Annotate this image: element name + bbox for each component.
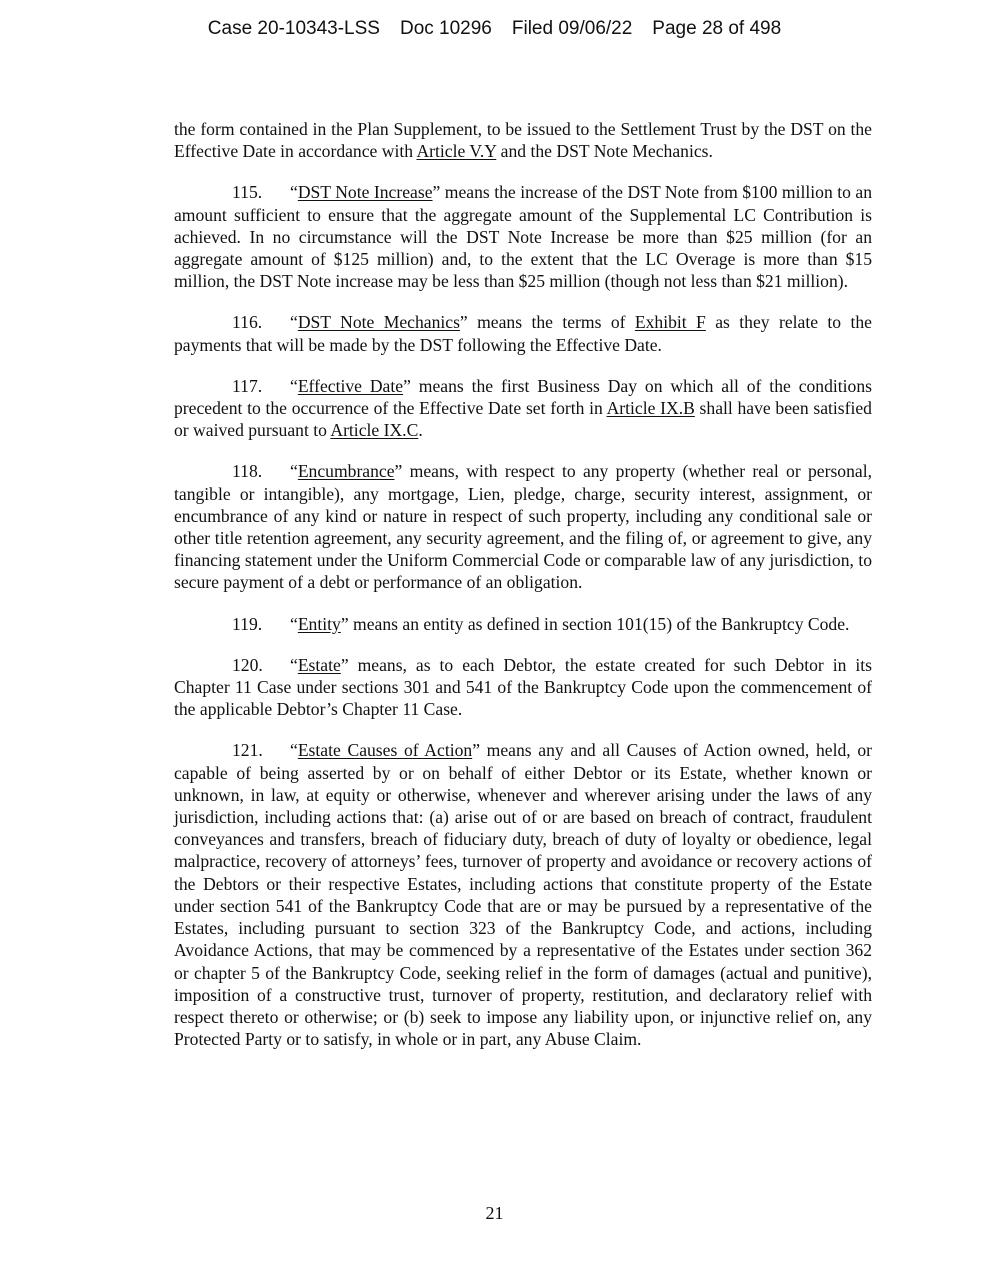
- definition-number: 120.: [232, 654, 263, 675]
- definition-116: 116. “DST Note Mechanics” means the terms of Exhibit F as they relate to the payments that will be made by the DST following the Effective Date.: [174, 312, 872, 355]
- defined-term: Effective Date: [297, 375, 404, 396]
- filing-header: [0, 18, 989, 40]
- definition-number: 119.: [232, 613, 263, 634]
- reference-article-v-y: Article V.Y: [416, 141, 497, 162]
- document-body: [174, 118, 872, 1069]
- case-number: Case 20-10343-LSS: [207, 18, 380, 39]
- definition-119: 119. “Entity” means an entity as defined in section 101(15) of the Bankruptcy Code.: [232, 613, 850, 634]
- definition-120: 120. “Estate” means, as to each Debtor, the estate created for such Debtor in its Chapter 11 Case under sections 301 and 541 of the Bankruptcy Code upon the commencement of the applicable Debtor’s Chapter 11 Case.: [174, 654, 872, 720]
- definition-number: 118.: [232, 461, 263, 482]
- defined-term: Estate: [297, 654, 341, 675]
- definition-121: 121. “Estate Causes of Action” means any and all Causes of Action owned, held, or capable of being asserted by or on behalf of either Debtor or its Estate, whether known or unknown, in law, at equity or otherwise, whenever and wherever arising under the laws of any jurisdiction, including actions that: (a) arise out of or are based on breach of contract, fraudulent conveyances and transfers, breach of fiduciary duty, breach of duty of loyalty or obedience, legal malpractice, recovery of attorneys’ fees, turnover of property and avoidance or recovery actions of the Debtors or their respective Estates, including actions that constitute property of the Estate under section 541 of the Bankruptcy Code that are or may be pursued by a representative of the Estates, including pursuant to section 323 of the Bankruptcy Code, and actions, including Avoidance Actions, that may be commenced by a representative of the Estates under section 362 or chapter 5 of the Bankruptcy Code, seeking relief in the form of damages (actual and punitive), imposition of a constructive trust, turnover of property, restitution, and declaratory relief with respect thereto or otherwise; or (b) seek to impose any liability upon, or injunctive relief on, any Protected Party or to satisfy, in whole or in part, any Abuse Claim.: [174, 740, 872, 1050]
- continuation-paragraph: the form contained in the Plan Supplement, to be issued to the Settlement Trust by the DST on the Effective Date in accordance with Article V.Y and the DST Note Mechanics.: [174, 119, 872, 162]
- definition-number: 121.: [232, 740, 263, 761]
- reference-exhibit-f: Exhibit F: [634, 312, 706, 333]
- definition-117: 117. “Effective Date” means the first Business Day on which all of the conditions precedent to the occurrence of the Effective Date set forth in Article IX.B shall have been satisfied or waived pursuant to Article IX.C.: [174, 375, 873, 441]
- defined-term: Entity: [297, 613, 341, 634]
- defined-term: Encumbrance: [297, 461, 395, 482]
- filed-date: Filed 09/06/22: [511, 18, 633, 39]
- definition-number: 116.: [232, 312, 263, 333]
- defined-term: DST Note Mechanics: [297, 312, 460, 333]
- definition-115: 115. “DST Note Increase” means the increase of the DST Note from $100 million to an amount sufficient to ensure that the aggregate amount of the Supplemental LC Contribution is achieved. In no circumstance will the DST Note Increase be more than $25 million (for an aggregate amount of $125 million) and, to the extent that the LC Overage is more than $15 million, the DST Note increase may be less than $25 million (though not less than $21 million).: [174, 182, 873, 292]
- page-count: Page 28 of 498: [652, 18, 782, 39]
- defined-term: Estate Causes of Action: [297, 740, 473, 761]
- definition-number: 115.: [232, 182, 263, 203]
- definition-number: 117.: [232, 375, 263, 396]
- reference-article-ix-b: Article IX.B: [606, 398, 695, 419]
- page-number: 21: [485, 1203, 504, 1223]
- definition-118: 118. “Encumbrance” means, with respect to any property (whether real or personal, tangible or intangible), any mortgage, Lien, pledge, charge, security interest, assignment, or encumbrance of any kind or nature in respect of such property, including any conditional sale or other title retention agreement, any security agreement, and the filing of, or agreement to give, any financing statement under the Uniform Commercial Code or comparable law of any jurisdiction, to secure payment of a debt or performance of an obligation.: [174, 461, 872, 593]
- defined-term: DST Note Increase: [297, 182, 433, 203]
- doc-number: Doc 10296: [399, 18, 492, 39]
- reference-article-ix-c: Article IX.C: [330, 420, 419, 441]
